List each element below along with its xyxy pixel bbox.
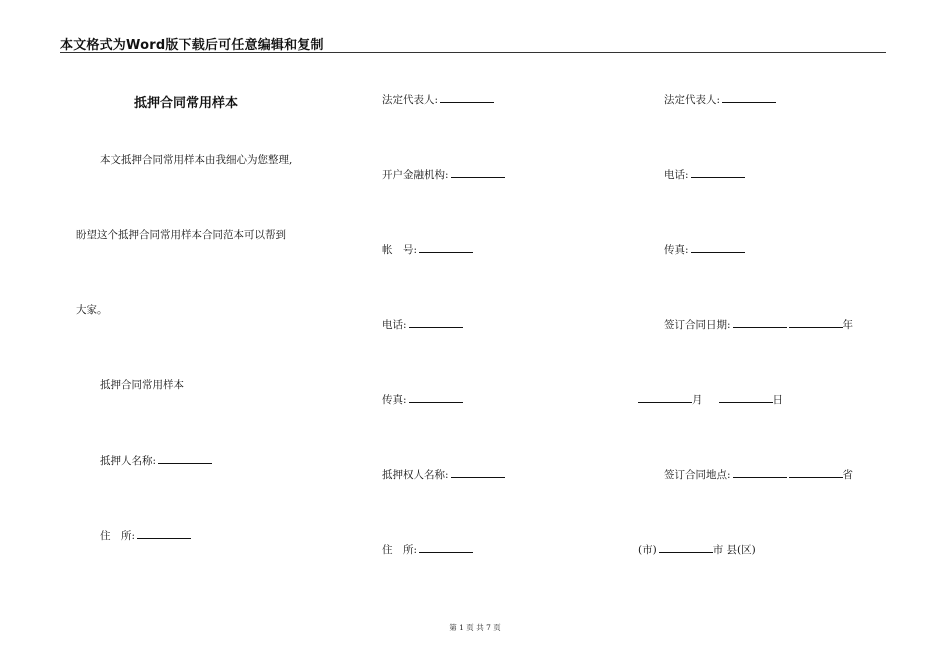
bank-blank [451,167,505,178]
header-text: 本文格式为Word版下载后可任意编辑和复制 [60,38,324,53]
sign-date-blank-2 [789,317,843,328]
sign-date-label: 签订合同日期: [664,319,731,331]
middle-legal-rep-label: 法定代表人: [382,94,439,106]
month-blank [638,392,692,403]
mortgagor-name-label: 抵押人名称: [100,455,157,467]
city-county-district-label: 市 县(区) [712,544,756,556]
middle-fax-label: 传真: [382,394,407,406]
right-legal-rep-blank [722,92,776,103]
mortgagee-address-field [382,542,473,557]
bank-label: 开户金融机构: [382,169,449,181]
right-fax-field [664,242,745,257]
mortgagor-name-blank [158,453,212,464]
mortgagor-address-field [100,528,191,543]
mortgagor-address-label: 住 所: [100,530,136,542]
day-label: 日 [772,394,783,406]
city-prefix-label: (市) [638,544,657,556]
mortgagee-name-blank [451,467,505,478]
mortgagor-name-field [100,453,212,468]
middle-fax-field [382,392,463,407]
right-phone-field [664,167,745,182]
sign-place-field [664,467,853,482]
sign-place-label: 签订合同地点: [664,469,731,481]
month-day-field [638,392,783,407]
mortgagor-address-blank [137,528,191,539]
right-legal-rep-label: 法定代表人: [664,94,721,106]
intro-line-1: 本文抵押合同常用样本由我细心为您整理, [100,154,293,166]
mortgagee-name-label: 抵押权人名称: [382,469,449,481]
month-label: 月 [692,394,703,406]
middle-phone-blank [409,317,463,328]
sign-date-blank-1 [733,317,787,328]
right-phone-label: 电话: [664,169,689,181]
page-header [60,34,886,53]
sample-title: 抵押合同常用样本 [100,379,184,391]
city-field [638,542,756,557]
account-blank [419,242,473,253]
year-label: 年 [842,319,854,331]
document-title: 抵押合同常用样本 [134,96,239,111]
city-blank [659,542,713,553]
intro-line-2: 盼望这个抵押合同常用样本合同范本可以帮到 [76,229,286,241]
mortgagee-address-blank [419,542,473,553]
middle-phone-label: 电话: [382,319,407,331]
account-field [382,242,473,257]
right-fax-blank [691,242,745,253]
province-label: 省 [842,469,854,481]
bank-field [382,167,505,182]
right-fax-label: 传真: [664,244,689,256]
account-label: 帐 号: [382,244,418,256]
page-footer: 第 1 页 共 7 页 [449,623,501,632]
sign-place-blank-1 [733,467,787,478]
middle-phone-field [382,317,463,332]
right-legal-rep-field [664,92,776,107]
intro-line-3: 大家。 [76,304,108,316]
middle-legal-rep-blank [440,92,494,103]
mortgagee-name-field [382,467,505,482]
day-blank [719,392,773,403]
sign-date-field [664,317,853,332]
middle-legal-rep-field [382,92,494,107]
mortgagee-address-label: 住 所: [382,544,418,556]
right-phone-blank [691,167,745,178]
sign-place-blank-2 [789,467,843,478]
middle-fax-blank [409,392,463,403]
